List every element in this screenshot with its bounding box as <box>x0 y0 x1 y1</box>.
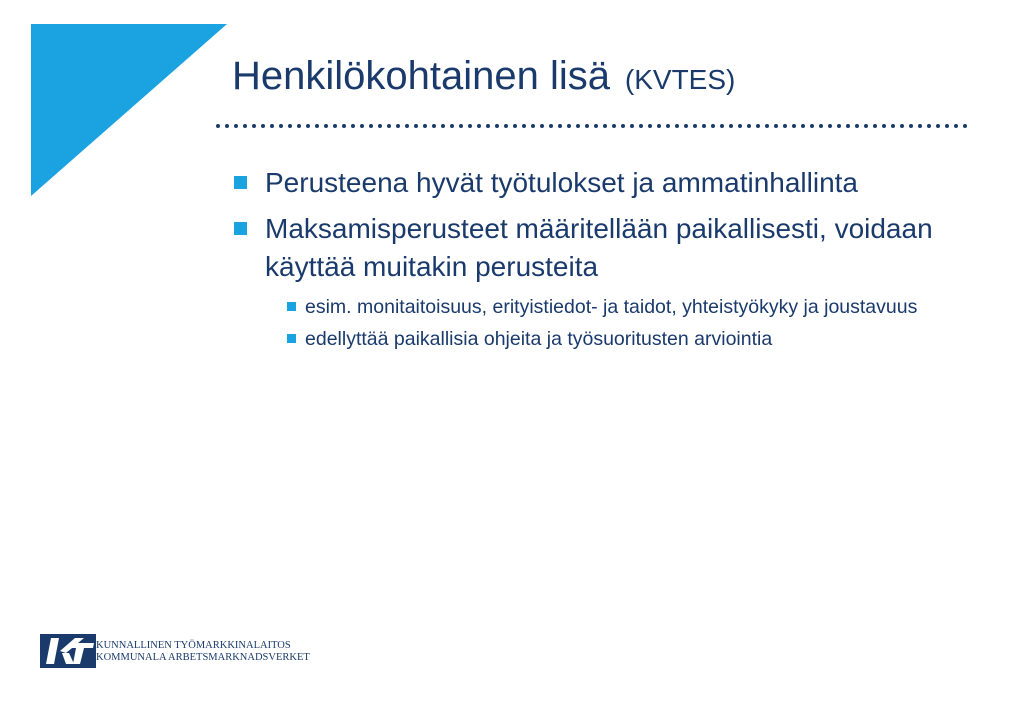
sub-bullet-text: esim. monitaitoisuus, erityistiedot- ja taidot, yhteistyökyky ja joustavuus <box>305 296 918 318</box>
sub-bullet-text: edellyttää paikallisia ohjeita ja työsuoritusten arviointia <box>305 328 773 350</box>
slide-title-main: Henkilökohtainen lisä <box>232 54 611 98</box>
slide-title <box>232 54 735 99</box>
organization-name-sv: KOMMUNALA ARBETSMARKNADSVERKET <box>96 652 310 663</box>
kt-logo-icon <box>40 634 96 668</box>
corner-triangle-decoration <box>0 0 240 210</box>
dotted-divider <box>214 120 974 132</box>
sub-bullet-item <box>287 294 952 321</box>
bullet-text: Maksamisperusteet määritellään paikallisesti, voidaan käyttää muitakin perusteita <box>265 213 933 282</box>
sub-bullet-square-icon <box>287 334 296 343</box>
sub-bullet-item <box>287 326 952 353</box>
organization-name <box>96 640 310 664</box>
bullet-square-icon <box>234 176 247 189</box>
bullet-item <box>232 210 952 286</box>
bullet-square-icon <box>234 222 247 235</box>
bullet-item <box>232 164 952 202</box>
sub-bullet-square-icon <box>287 302 296 311</box>
organization-name-fi: KUNNALLINEN TYÖMARKKINALAITOS <box>96 640 291 651</box>
bullet-list <box>232 164 952 358</box>
slide-title-suffix: (KVTES) <box>624 64 736 95</box>
bullet-text: Perusteena hyvät työtulokset ja ammatinhallinta <box>265 167 858 198</box>
